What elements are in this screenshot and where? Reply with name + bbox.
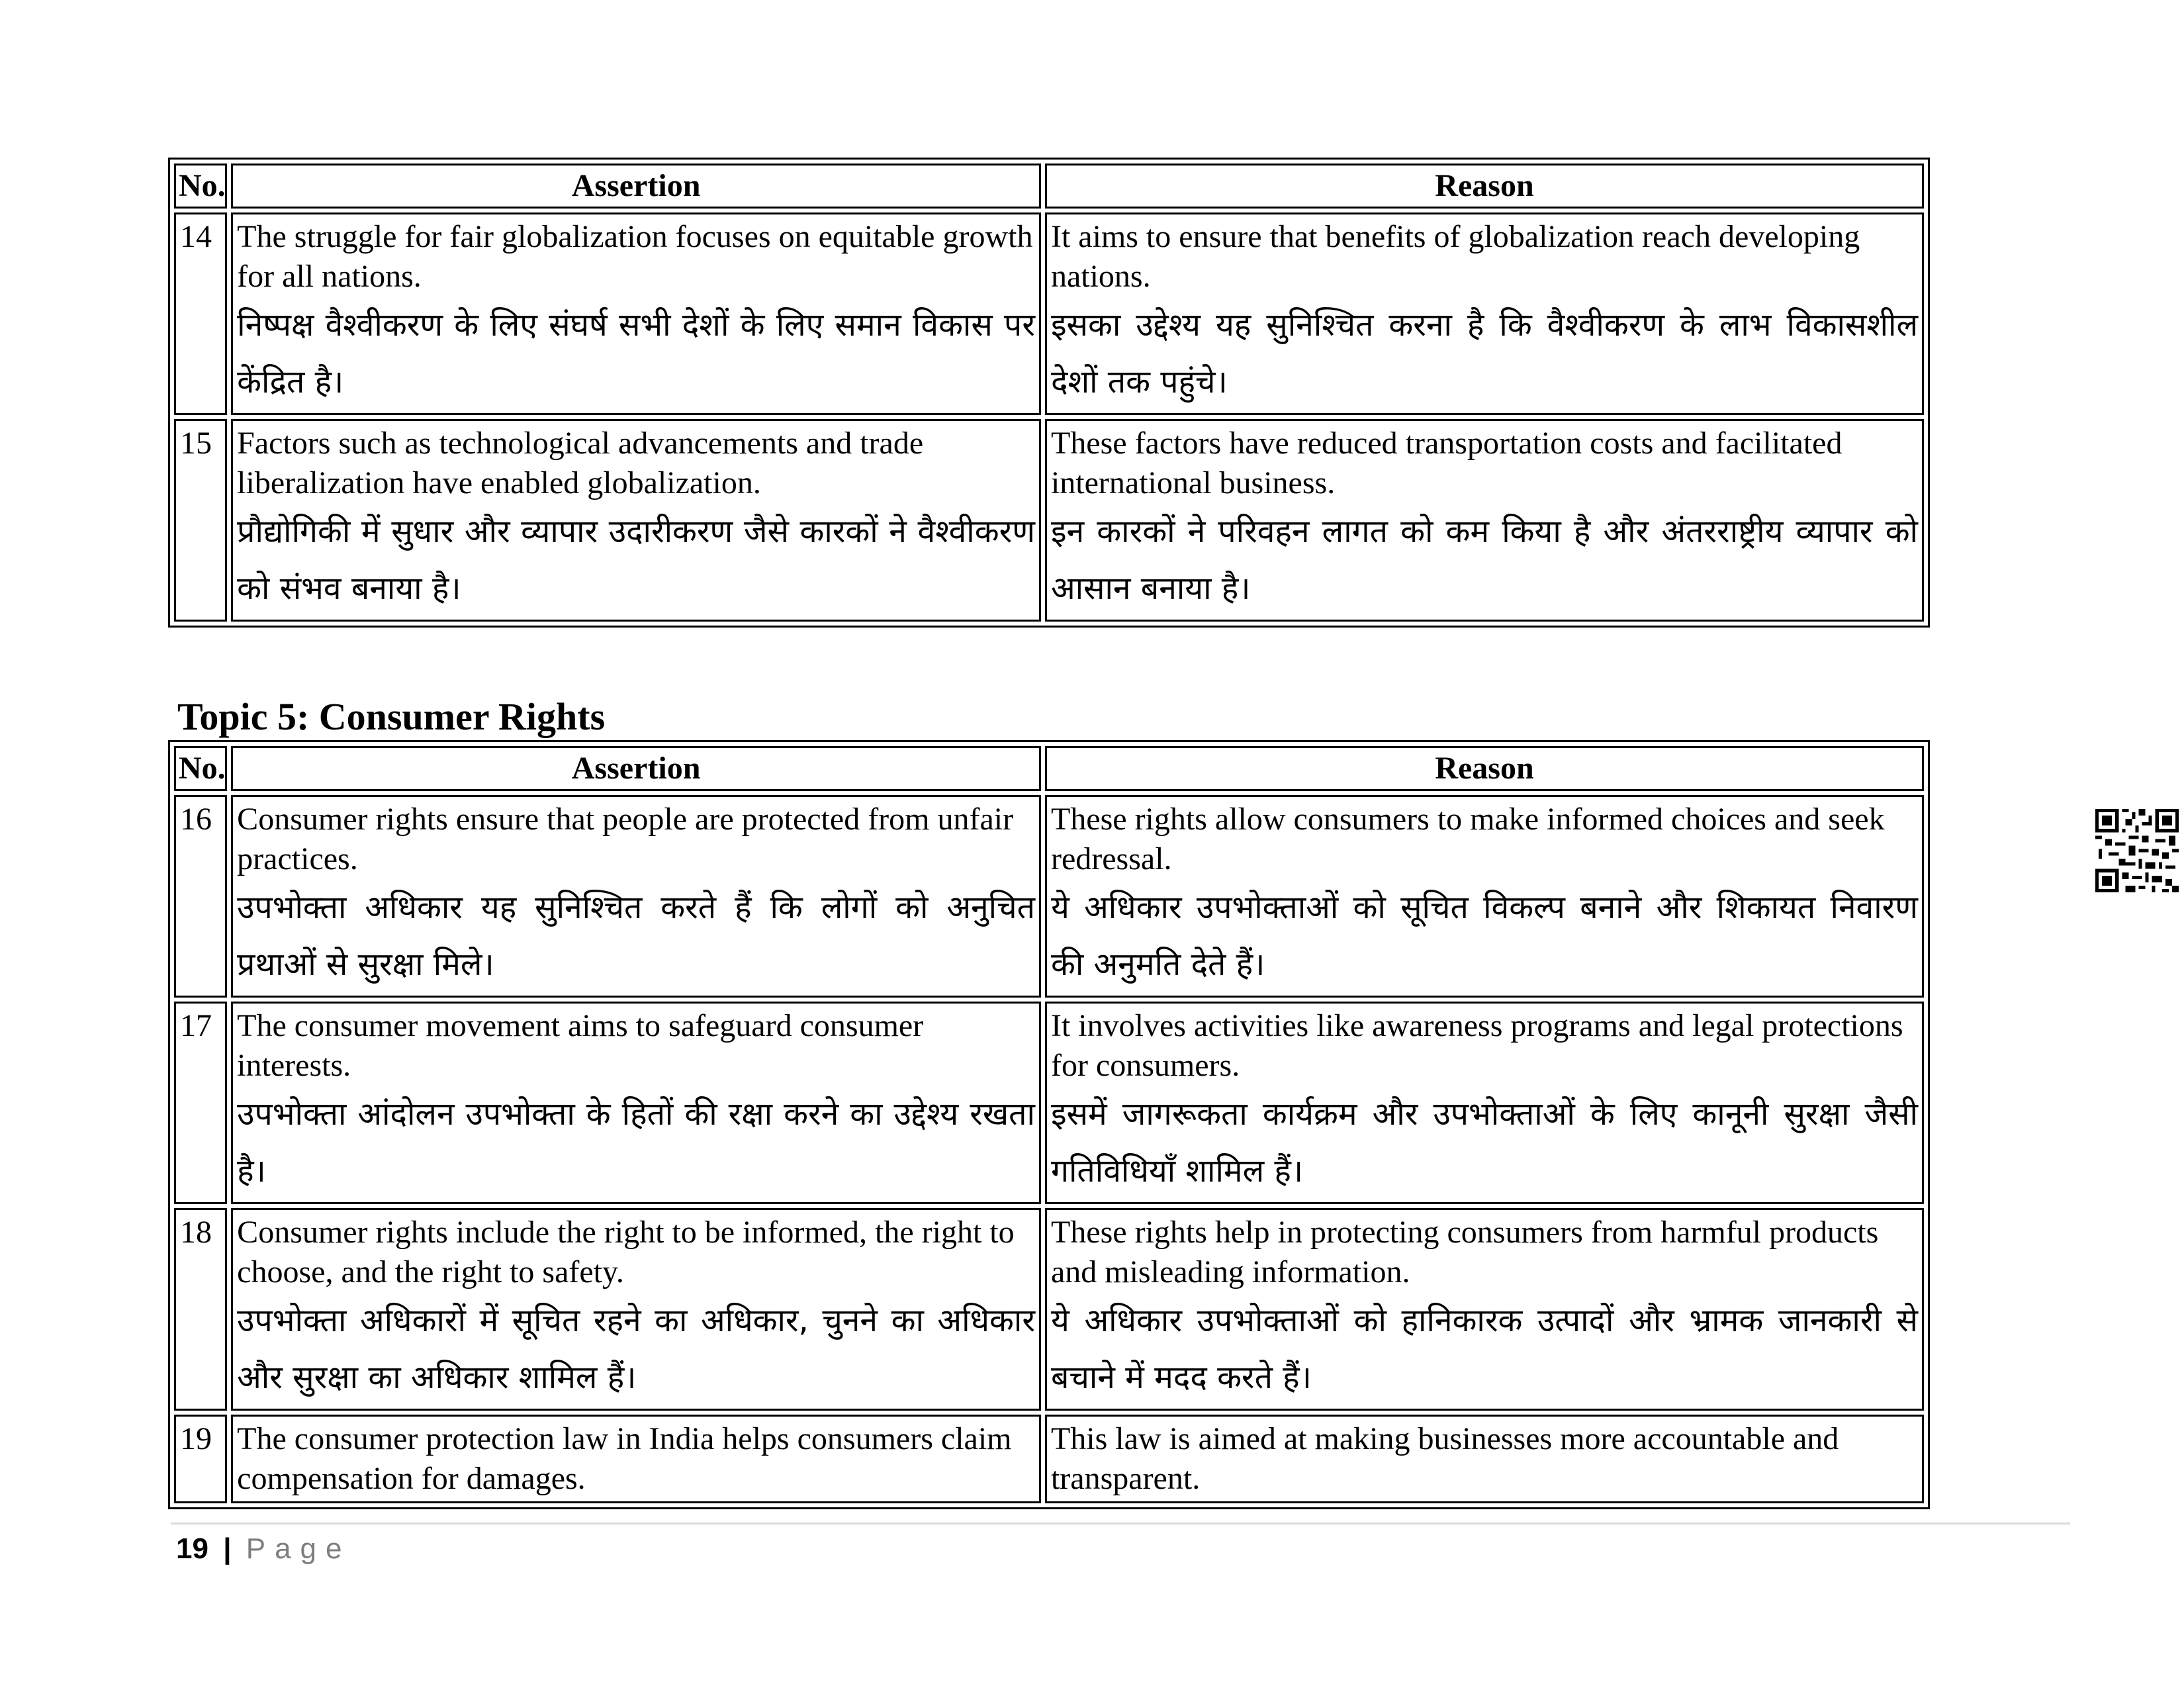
page-footer (176, 1529, 351, 1569)
row-number: 16 (174, 795, 227, 998)
assertion-english: The struggle for fair globalization focuses on equitable growth for all nations. (237, 219, 1033, 294)
page-number: 19 (176, 1532, 208, 1565)
assertion-cell (231, 1002, 1041, 1204)
reason-english: These rights help in protecting consumers from harmful products and misleading information. (1050, 1215, 1879, 1289)
reason-hindi: ये अधिकार उपभोक्ताओं को सूचित विकल्प बनाने और शिकायत निवारण की अनुमति देते हैं। (1050, 889, 1918, 983)
assertion-reason-table-2 (168, 740, 1930, 1509)
reason-hindi: ये अधिकार उपभोक्ताओं को हानिकारक उत्पादों और भ्रामक जानकारी से बचाने में मदद करते हैं। (1050, 1302, 1918, 1396)
reason-english: This law is aimed at making businesses more accountable and transparent. (1050, 1421, 1839, 1496)
assertion-cell (231, 212, 1041, 415)
assertion-hindi: प्रौद्योगिकी में सुधार और व्यापार उदारीकरण जैसे कारकों ने वैश्वीकरण को संभव बनाया है। (237, 513, 1035, 607)
table-row (174, 1208, 1924, 1411)
topic-heading: Topic 5: Consumer Rights (177, 695, 606, 738)
assertion-english: Consumer rights include the right to be informed, the right to choose, and the right to safety. (237, 1215, 1015, 1289)
reason-hindi: इसका उद्देश्य यह सुनिश्चित करना है कि वैश्वीकरण के लाभ विकासशील देशों तक पहुंचे। (1050, 306, 1918, 400)
assertion-hindi: उपभोक्ता आंदोलन उपभोक्ता के हितों की रक्षा करने का उद्देश्य रखता है। (237, 1096, 1035, 1190)
reason-cell (1045, 212, 1924, 415)
assertion-cell (231, 795, 1041, 998)
assertion-english: The consumer protection law in India helps consumers claim compensation for damages. (237, 1421, 1012, 1496)
assertion-hindi: निष्पक्ष वैश्वीकरण के लिए संघर्ष सभी देशों के लिए समान विकास पर केंद्रित है। (237, 306, 1035, 400)
assertion-cell (231, 419, 1041, 622)
assertion-english: Consumer rights ensure that people are protected from unfair practices. (237, 802, 1014, 876)
header-reason: Reason (1045, 164, 1924, 209)
table-row (174, 1415, 1924, 1503)
header-no: No. (174, 164, 227, 209)
reason-cell (1045, 795, 1924, 998)
table-row (174, 419, 1924, 622)
reason-hindi: इसमें जागरूकता कार्यक्रम और उपभोक्ताओं के लिए कानूनी सुरक्षा जैसी गतिविधियाँ शामिल हैं। (1050, 1096, 1918, 1190)
header-no: No. (174, 746, 227, 791)
reason-english: These rights allow consumers to make informed choices and seek redressal. (1050, 802, 1885, 876)
reason-english: It involves activities like awareness programs and legal protections for consumers. (1050, 1008, 1903, 1083)
assertion-hindi: उपभोक्ता अधिकारों में सूचित रहने का अधिकार, चुनने का अधिकार और सुरक्षा का अधिकार शामिल हैं। (237, 1302, 1035, 1396)
header-reason: Reason (1045, 746, 1924, 791)
table-row (174, 795, 1924, 998)
table-row (174, 212, 1924, 415)
row-number: 15 (174, 419, 227, 622)
reason-english: These factors have reduced transportation costs and facilitated international business. (1050, 426, 1843, 500)
assertion-cell (231, 1415, 1041, 1503)
row-number: 14 (174, 212, 227, 415)
row-number: 17 (174, 1002, 227, 1204)
reason-hindi: इन कारकों ने परिवहन लागत को कम किया है और अंतरराष्ट्रीय व्यापार को आसान बनाया है। (1050, 513, 1918, 607)
reason-english: It aims to ensure that benefits of globalization reach developing nations. (1050, 219, 1860, 294)
assertion-english: The consumer movement aims to safeguard consumer interests. (237, 1008, 924, 1083)
assertion-english: Factors such as technological advancements and trade liberalization have enabled globalization. (237, 426, 924, 500)
header-assertion: Assertion (231, 164, 1041, 209)
row-number: 18 (174, 1208, 227, 1411)
reason-cell (1045, 1002, 1924, 1204)
header-assertion: Assertion (231, 746, 1041, 791)
footer-separator: | (223, 1532, 232, 1565)
reason-cell (1045, 1208, 1924, 1411)
assertion-cell (231, 1208, 1041, 1411)
row-number: 19 (174, 1415, 227, 1503)
table-header-row (174, 746, 1924, 791)
reason-cell (1045, 1415, 1924, 1503)
table-row (174, 1002, 1924, 1204)
page-label: Page (246, 1532, 351, 1565)
assertion-reason-table-1 (168, 158, 1930, 628)
reason-cell (1045, 419, 1924, 622)
table-header-row (174, 164, 1924, 209)
footer-divider (171, 1523, 2070, 1524)
assertion-hindi: उपभोक्ता अधिकार यह सुनिश्चित करते हैं कि लोगों को अनुचित प्रथाओं से सुरक्षा मिले। (237, 889, 1035, 983)
qr-code-icon (2095, 809, 2179, 892)
